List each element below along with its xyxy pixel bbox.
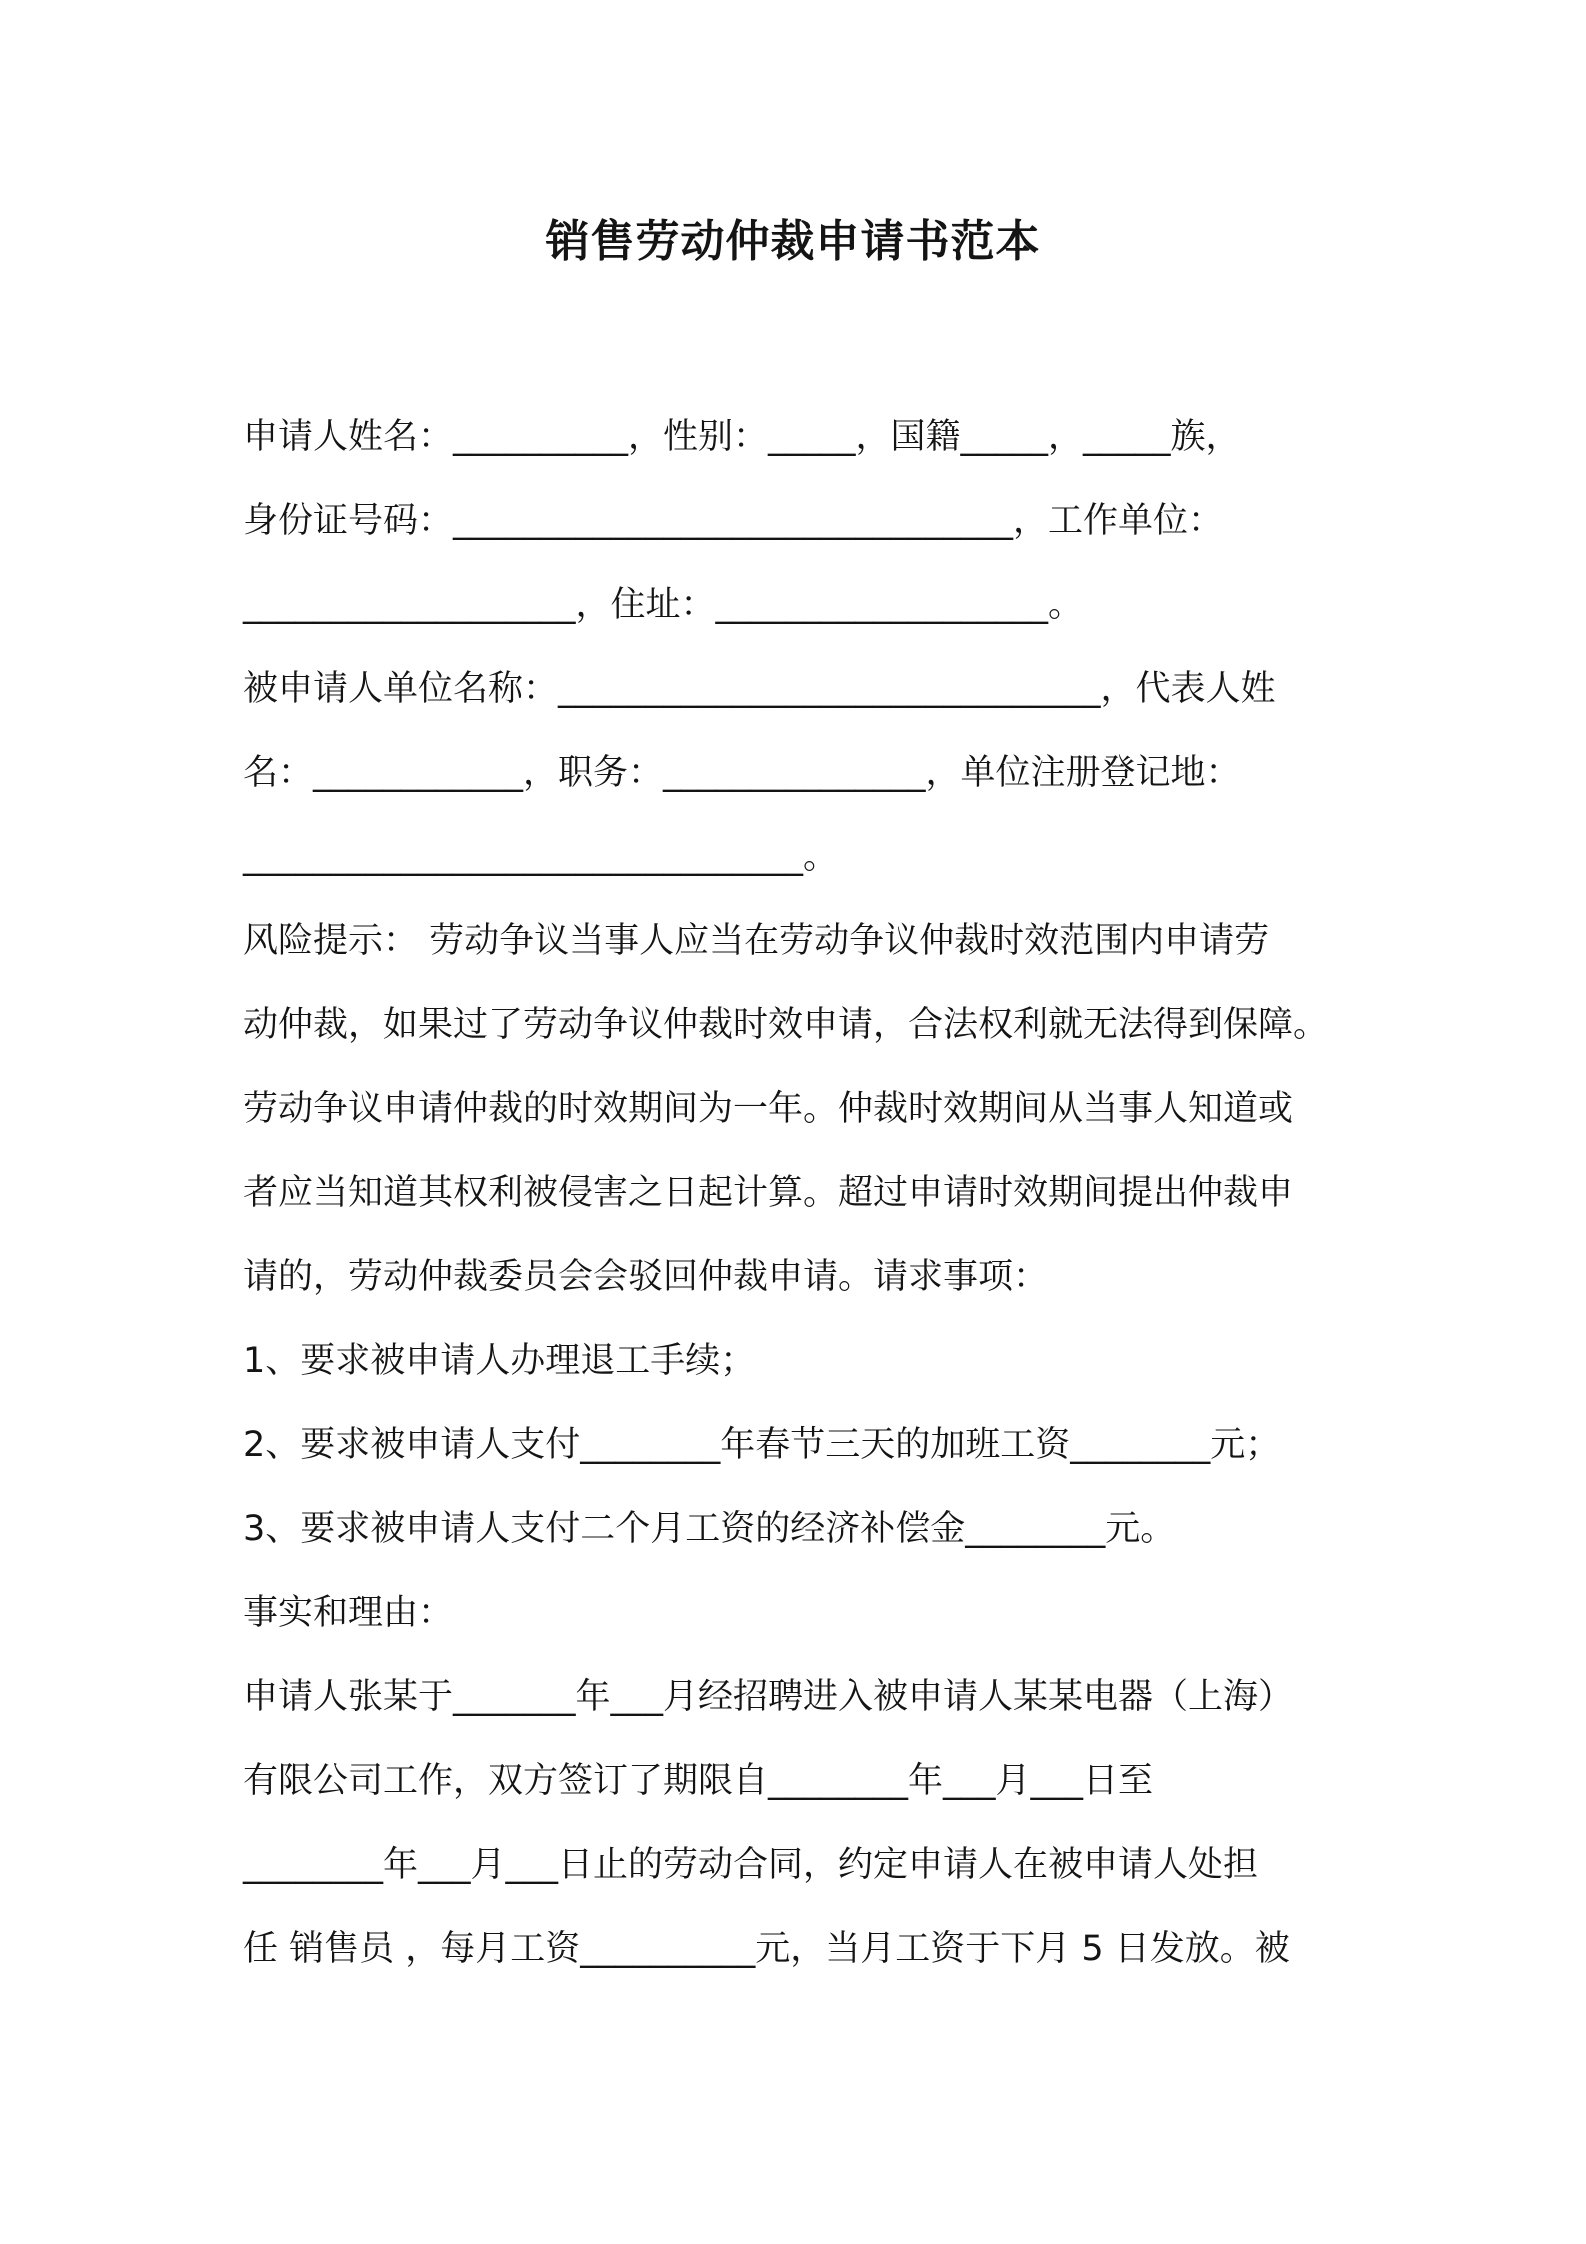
facts-line-2: 有限公司工作，双方签订了期限自________年___月___日至 bbox=[243, 1761, 1154, 1801]
claim-item-1: 1、要求被申请人办理退工手续； bbox=[243, 1341, 756, 1381]
respondent-info-line-1: 被申请人单位名称：_______________________________，代表人姓 bbox=[243, 669, 1276, 709]
risk-notice-line-4: 者应当知道其权利被侵害之日起计算。超过申请时效期间提出仲裁申 bbox=[243, 1173, 1294, 1213]
risk-notice-line-2: 动仲裁，如果过了劳动争议仲裁时效申请，合法权利就无法得到保障。 bbox=[243, 1005, 1329, 1045]
facts-line-3: ________年___月___日止的劳动合同，约定申请人在被申请人处担 bbox=[243, 1845, 1259, 1885]
facts-heading: 事实和理由： bbox=[243, 1593, 454, 1633]
facts-line-1: 申请人张某于_______年___月经招聘进入被申请人某某电器（上海） bbox=[243, 1677, 1294, 1717]
respondent-info-line-3: ________________________________。 bbox=[243, 837, 839, 877]
claim-item-3: 3、要求被申请人支付二个月工资的经济补偿金________元。 bbox=[243, 1509, 1176, 1549]
respondent-info-line-2: 名：____________，职务：_______________，单位注册登记地： bbox=[243, 753, 1241, 793]
document-title: 销售劳动仲裁申请书范本 bbox=[545, 216, 1041, 267]
applicant-info-line-3: ___________________，住址：___________________。 bbox=[243, 585, 1084, 625]
applicant-info-line-2: 身份证号码：________________________________，工作单位： bbox=[243, 501, 1224, 541]
applicant-info-line-1: 申请人姓名：__________，性别：_____，国籍_____，_____族， bbox=[243, 417, 1241, 457]
risk-notice-line-1: 风险提示： 劳动争议当事人应当在劳动争议仲裁时效范围内申请劳 bbox=[243, 921, 1270, 961]
claim-item-2: 2、要求被申请人支付________年春节三天的加班工资________元； bbox=[243, 1425, 1281, 1465]
facts-line-4: 任 销售员 ，每月工资__________元，当月工资于下月 5 日发放。被 bbox=[243, 1929, 1290, 1969]
risk-notice-line-3: 劳动争议申请仲裁的时效期间为一年。仲裁时效期间从当事人知道或 bbox=[243, 1089, 1294, 1129]
risk-notice-line-5: 请的，劳动仲裁委员会会驳回仲裁申请。请求事项： bbox=[243, 1257, 1049, 1297]
